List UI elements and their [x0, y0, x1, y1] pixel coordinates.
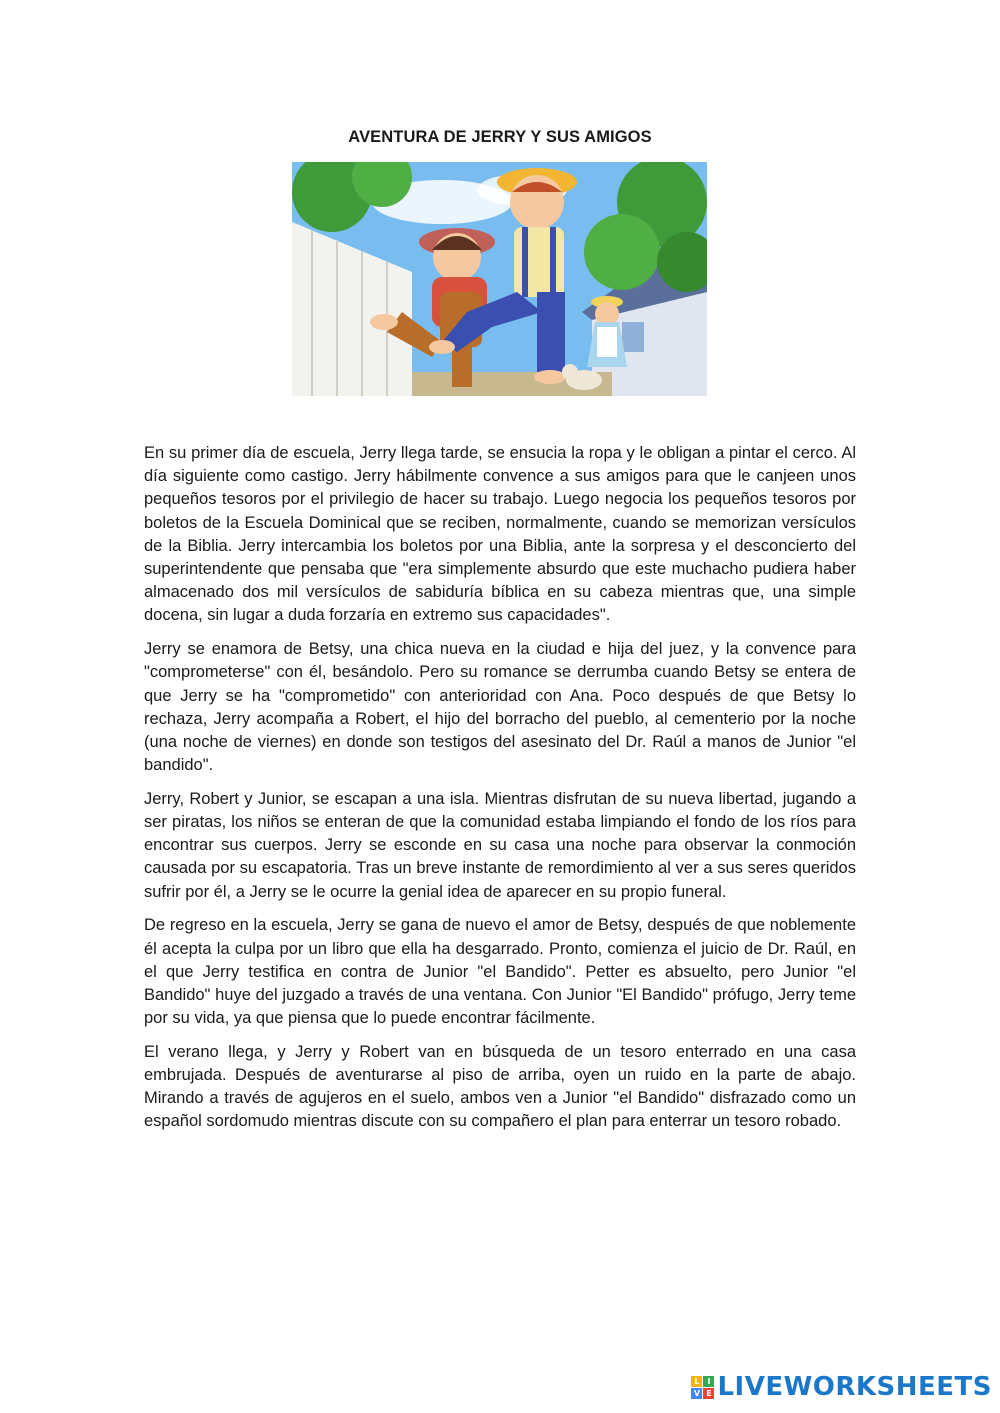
story-illustration: [292, 162, 707, 396]
liveworksheets-logo: [691, 1367, 992, 1407]
logo-mark-letter: I: [703, 1376, 714, 1387]
story-paragraph-1: En su primer día de escuela, Jerry llega tarde, se ensucia la ropa y le obligan a pintar el cerco. Al día siguiente como castigo. Jerry hábilmente convence a sus amigos para que le canjeen unos pequeños tesoros por el privilegio de hacer su trabajo. Luego negocia los pequeños tesoros por boletos de la Escuela Dominical que se reciben, normalmente, cuando se memorizan versículos de la Biblia. Jerry intercambia los boletos por una Biblia, ante la sorpresa y el desconcierto del superintendente que pensaba que "era simplemente absurdo que este muchacho pudiera haber almacenado dos mil versículos de sabiduría bíblica en su cabeza mientras que, una simple docena, sin lugar a duda forzaría en extremo sus capacidades".: [144, 444, 856, 625]
logo-mark-letter: E: [703, 1388, 714, 1399]
story-body: [144, 442, 856, 1144]
story-paragraph-2: Jerry se enamora de Betsy, una chica nueva en la ciudad e hija del juez, y la convence para "comprometerse" con él, besándolo. Pero su romance se derrumba cuando Betsy se entera de que Jerry se ha "comprometido" con anterioridad con Ana. Poco después de que Betsy lo rechaza, Jerry acompaña a Robert, el hijo del borracho del pueblo, al cementerio por la noche (una noche de viernes) en donde son testigos del asesinato del Dr. Raúl a manos de Junior "el bandido".: [144, 640, 856, 775]
story-paragraph-5: El verano llega, y Jerry y Robert van en búsqueda de un tesoro enterrado en una casa embrujada. Después de aventurarse al piso de arriba, oyen un ruido en la parte de abajo. Mirando a través de agujeros en el suelo, ambos ven a Junior "el Bandido" disfrazado como un español sordomudo mientras discute con su compañero el plan para enterrar un tesoro robado.: [144, 1042, 856, 1131]
story-paragraph-3: Jerry, Robert y Junior, se escapan a una isla. Mientras disfrutan de su nueva libertad, jugando a ser piratas, los niños se enteran de que la comunidad estaba limpiando el fondo de los ríos para encontrar sus cuerpos. Jerry se esconde en su casa una noche para observar la conmoción causada por su escapatoria. Tras un breve instante de remordimiento al ver a sus seres queridos sufrir por él, a Jerry se le ocurre la genial idea de aparecer en su propio funeral.: [144, 789, 856, 901]
story-paragraph-4: De regreso en la escuela, Jerry se gana de nuevo el amor de Betsy, después de que noblemente él acepta la culpa por un libro que ella ha desgarrado. Pronto, comienza el juicio de Dr. Raúl, en el que Jerry testifica en contra de Junior "el Bandido". Petter es absuelto, pero Junior "el Bandido" huye del juzgado a través de una ventana. Con Junior "El Bandido" prófugo, Jerry teme por su vida, ya que piensa que lo puede encontrar fácilmente.: [144, 916, 856, 1028]
logo-mark-letter: L: [691, 1376, 702, 1387]
logo-mark-letter: V: [691, 1388, 702, 1399]
page-title: AVENTURA DE JERRY Y SUS AMIGOS: [348, 128, 652, 146]
cartoon-scene-image: [292, 162, 707, 396]
logo-wordmark: LIVEWORKSHEETS: [717, 1372, 992, 1402]
liveworksheets-logo-icon: [691, 1376, 714, 1399]
